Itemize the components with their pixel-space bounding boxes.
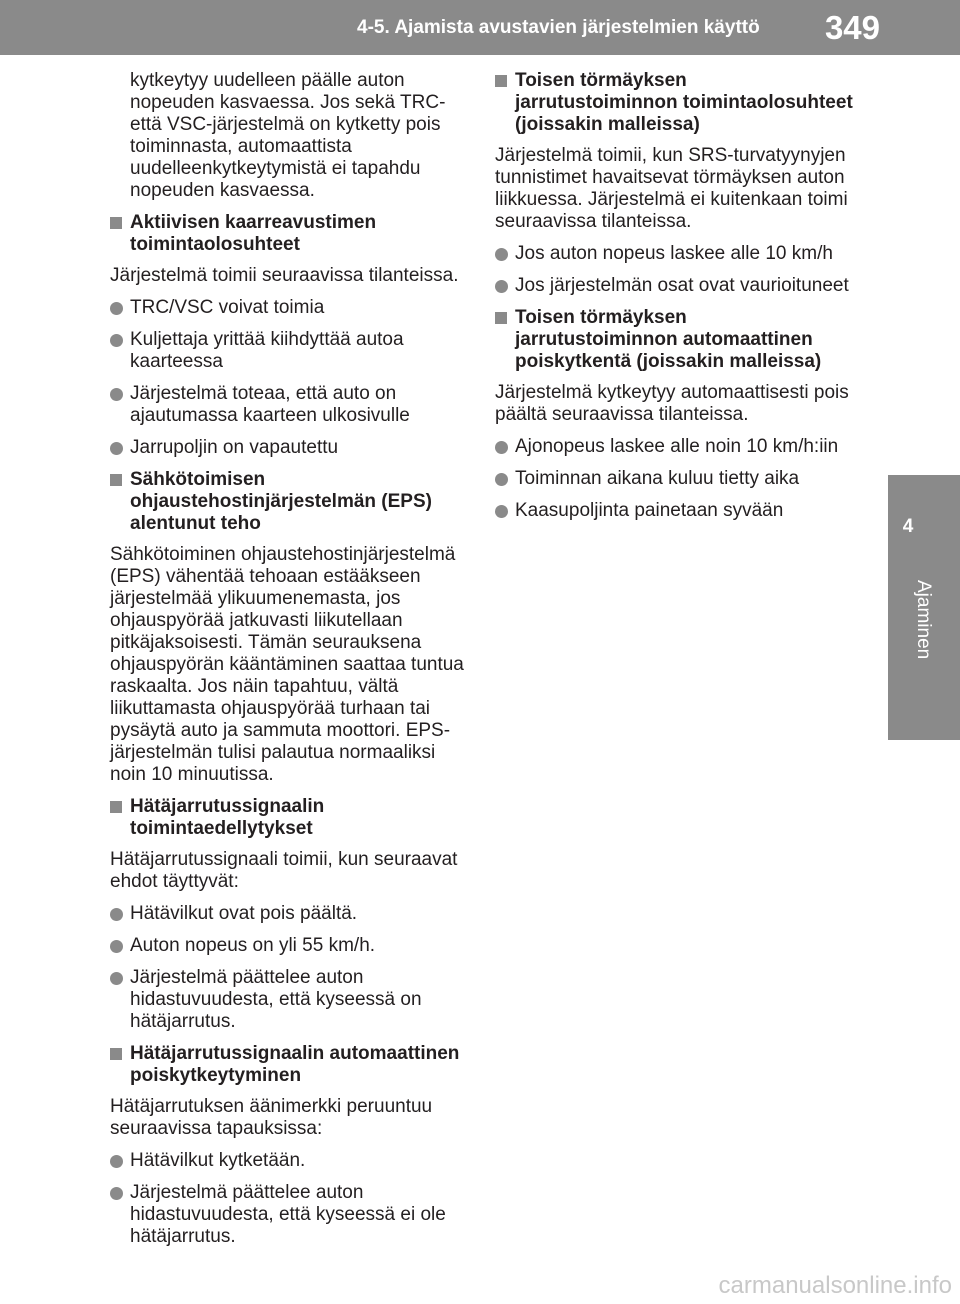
section-title: 4-5. Ajamista avustavien järjestelmien käyttö <box>357 17 760 38</box>
list-item: Kuljettaja yrittää kiihdyttää autoa kaarteessa <box>110 329 466 373</box>
list-item: Järjestelmä päättelee auton hidastuvuudesta, että kyseessä on hätäjarrutus. <box>110 967 466 1033</box>
paragraph: Sähkötoiminen ohjaustehostinjärjestelmä (EPS) vähentää tehoaan estääkseen järjestelmää ylikuumenemasta, jos ohjauspyörää jatkuvasti liikutellaan pitkäjaksoisesti. Tämän seurauksena ohjauspyörän kääntäminen saattaa tuntua raskaalta. Jos näin tapahtuu, vältä liikuttamasta ohjauspyörää turhaan tai pysäytä auto ja sammuta moottori. EPS-järjestelmän tulisi palautua normaaliksi noin 10 minuutissa. <box>110 544 464 785</box>
left-column <box>110 70 466 1258</box>
chapter-number: 4 <box>902 516 914 537</box>
list-item: Ajonopeus laskee alle noin 10 km/h:iin <box>495 436 853 458</box>
chapter-name: Ajaminen <box>913 580 934 660</box>
list-item: Järjestelmä toteaa, että auto on ajautumassa kaarteen ulkosivulle <box>110 383 466 427</box>
paragraph: Hätäjarrutussignaali toimii, kun seuraavat ehdot täyttyvät: <box>110 849 458 892</box>
section-heading-emergency-brake-signal: Hätäjarrutussignaalin toimintaedellytykset <box>110 796 466 840</box>
list-item: Jos auton nopeus laskee alle 10 km/h <box>495 243 853 265</box>
section-heading-active-cornering: Aktiivisen kaarreavustimen toimintaolosuhteet <box>110 212 466 256</box>
list-item: Hätävilkut ovat pois päältä. <box>110 903 466 925</box>
list-item: Jos järjestelmän osat ovat vaurioituneet <box>495 275 853 297</box>
list-item: Hätävilkut kytketään. <box>110 1150 466 1172</box>
list-item: Jarrupoljin on vapautettu <box>110 437 466 459</box>
section-heading-secondary-collision-auto-off: Toisen törmäyksen jarrutustoiminnon automaattinen poiskytkentä (joissakin malleissa) <box>495 307 853 373</box>
section-heading-eps: Sähkötoimisen ohjaustehostinjärjestelmän (EPS) alentunut teho <box>110 469 466 535</box>
list-item: Järjestelmä päättelee auton hidastuvuudesta, että kyseessä ei ole hätäjarrutus. <box>110 1182 466 1248</box>
list-item: Auton nopeus on yli 55 km/h. <box>110 935 466 957</box>
section-heading-secondary-collision-brake: Toisen törmäyksen jarrutustoiminnon toimintaolosuhteet (joissakin malleissa) <box>495 70 853 136</box>
list-item: Kaasupoljinta painetaan syvään <box>495 500 853 522</box>
continuation-paragraph: kytkeytyy uudelleen päälle auton nopeuden kasvaessa. Jos sekä TRC- että VSC-järjestelmä on kytketty pois toiminnasta, automaattista uudelleenkytkeytymistä ei tapahdu nopeuden kasvaessa. <box>130 70 446 201</box>
list-item: TRC/VSC voivat toimia <box>110 297 466 319</box>
paragraph: Järjestelmä kytkeytyy automaattisesti pois päältä seuraavissa tilanteissa. <box>495 382 849 425</box>
section-heading-signal-auto-cancel: Hätäjarrutussignaalin automaattinen poiskytkeytyminen <box>110 1043 466 1087</box>
page-number: 349 <box>824 9 880 46</box>
right-column <box>495 70 853 532</box>
paragraph: Järjestelmä toimii seuraavissa tilanteissa. <box>110 265 459 286</box>
paragraph: Hätäjarrutuksen äänimerkki peruuntuu seuraavissa tapauksissa: <box>110 1096 433 1139</box>
paragraph: Järjestelmä toimii, kun SRS-turvatyynyjen tunnistimet havaitsevat törmäyksen auton liikkuessa. Järjestelmä ei kuitenkaan toimi seuraavissa tilanteissa. <box>495 145 848 232</box>
watermark: carmanualsonline.info <box>718 1272 952 1299</box>
list-item: Toiminnan aikana kuluu tietty aika <box>495 468 853 490</box>
